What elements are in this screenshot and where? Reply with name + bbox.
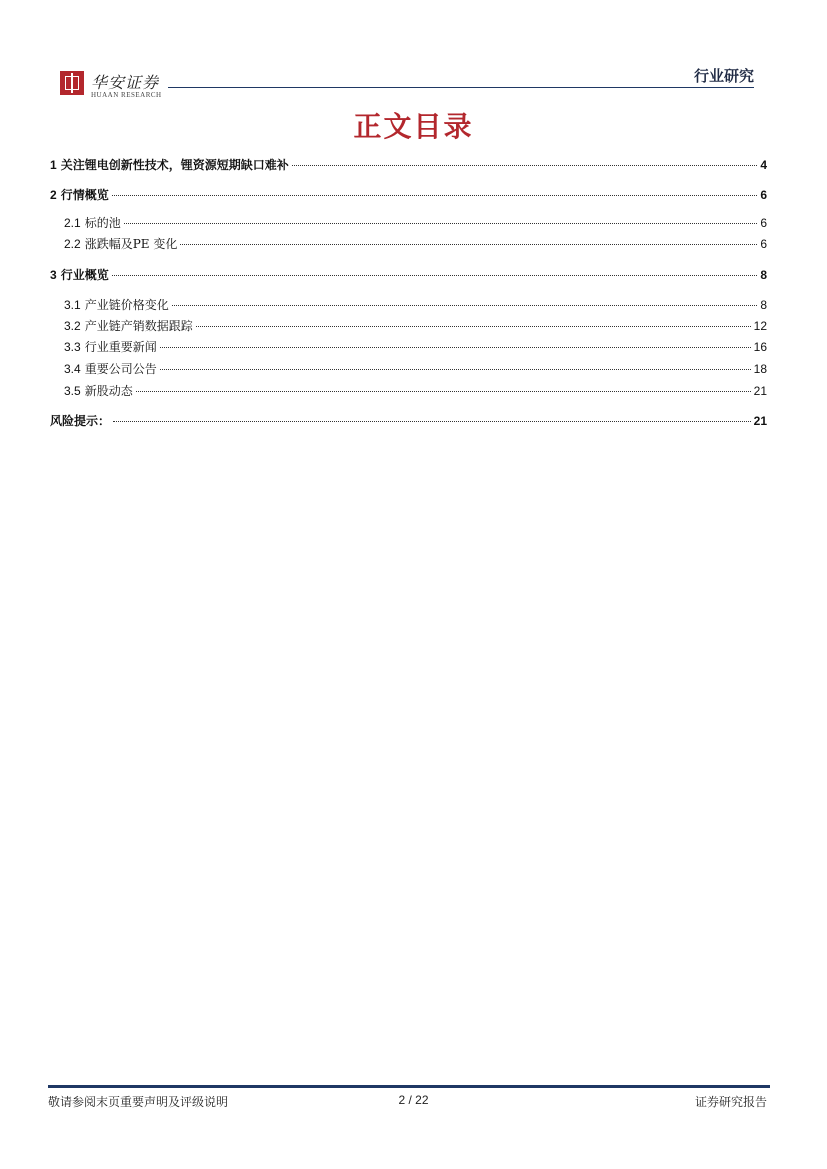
toc-entry-title: 新股动态: [84, 384, 133, 398]
header-divider: [168, 87, 754, 88]
toc-entry[interactable]: [50, 338, 767, 355]
toc-entry-number: 1: [50, 158, 57, 172]
toc-leader-dots: [112, 275, 758, 276]
brand-name-en: HUAAN RESEARCH: [91, 91, 162, 99]
page-title: 正文目录: [353, 110, 474, 143]
toc-entry-page: 8: [760, 268, 767, 282]
toc-entry[interactable]: [50, 214, 767, 231]
toc-entry-title: 风险提示：: [50, 414, 111, 428]
toc-entry[interactable]: [50, 266, 767, 283]
toc-entry[interactable]: [50, 186, 767, 203]
toc-entry-title: 行情概览: [60, 188, 109, 202]
toc-leader-dots: [172, 305, 758, 306]
toc-entry-page: 8: [760, 298, 767, 312]
toc-entry-number: 2.2: [64, 237, 81, 251]
toc-leader-dots: [136, 391, 751, 392]
toc-entry-title: 关注锂电创新性技术，锂资源短期缺口难补: [60, 158, 289, 172]
footer-divider: [48, 1085, 770, 1088]
toc-entry-page: 4: [760, 158, 767, 172]
footer-report-type: 证券研究报告: [694, 1095, 767, 1109]
toc-entry-page: 21: [753, 414, 767, 428]
toc-entry-number: 2.1: [64, 216, 81, 230]
toc-entry-title: 涨跌幅及PE 变化: [84, 237, 178, 251]
toc-leader-dots: [160, 347, 751, 348]
toc-entry[interactable]: [50, 235, 767, 252]
toc-entry-page: 18: [753, 362, 767, 376]
toc-entry-number: 3.1: [64, 298, 81, 312]
toc-entry[interactable]: [50, 412, 767, 429]
toc-entry-title: 重要公司公告: [84, 362, 157, 376]
toc-entry-title: 标的池: [84, 216, 121, 230]
toc-entry-number: 3.5: [64, 384, 81, 398]
toc-entry-title: 行业概览: [60, 268, 109, 282]
toc-entry-title: 产业链价格变化: [84, 298, 169, 312]
toc-leader-dots: [160, 369, 751, 370]
toc-entry-number: 3.2: [64, 319, 81, 333]
toc-entry-page: 21: [753, 384, 767, 398]
toc-entry-number: 2: [50, 188, 57, 202]
toc-entry[interactable]: [50, 360, 767, 377]
toc-entry-title: 行业重要新闻: [84, 340, 157, 354]
toc-entry-page: 6: [760, 216, 767, 230]
toc-entry[interactable]: [50, 156, 767, 173]
toc-entry-title: 产业链产销数据跟踪: [84, 319, 193, 333]
huaan-logo-icon: [60, 71, 84, 95]
footer-disclaimer: 敬请参阅末页重要声明及评级说明: [48, 1095, 229, 1109]
toc-entry-page: 12: [753, 319, 767, 333]
brand-name-cn: 华安证券: [91, 73, 160, 92]
toc-entry[interactable]: [50, 317, 767, 334]
toc-leader-dots: [180, 244, 757, 245]
toc-entry-number: 3: [50, 268, 57, 282]
toc-leader-dots: [292, 165, 758, 166]
toc-entry[interactable]: [50, 296, 767, 313]
page-header: [0, 0, 827, 100]
toc-leader-dots: [196, 326, 751, 327]
toc-leader-dots: [113, 421, 751, 422]
toc-leader-dots: [124, 223, 758, 224]
report-section-label: 行业研究: [693, 67, 754, 85]
toc-entry[interactable]: [50, 382, 767, 399]
toc-entry-number: 3.3: [64, 340, 81, 354]
toc-entry-number: 3.4: [64, 362, 81, 376]
toc-entry-page: 16: [753, 340, 767, 354]
toc-entry-page: 6: [760, 188, 767, 202]
toc-entry-page: 6: [760, 237, 767, 251]
page-indicator: 2 / 22: [398, 1093, 429, 1107]
toc-leader-dots: [112, 195, 758, 196]
